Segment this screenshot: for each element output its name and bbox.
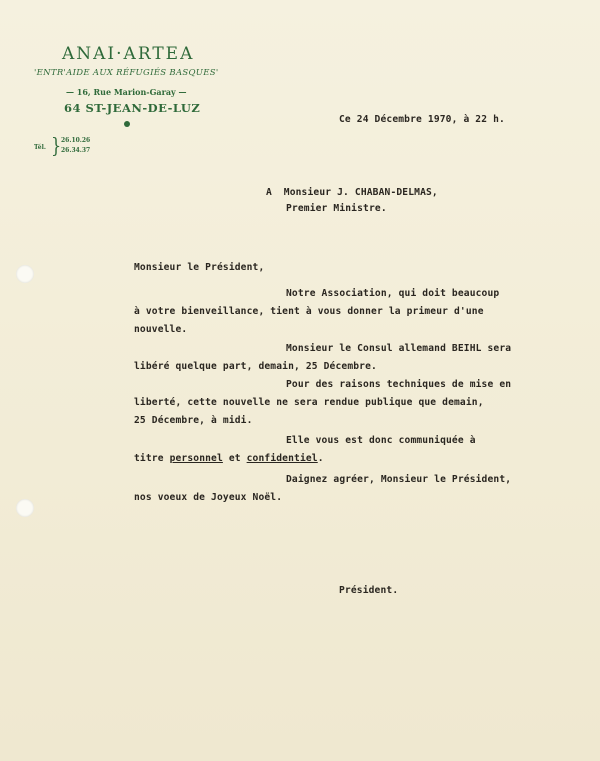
body-p3-line-2: liberté, cette nouvelle ne sera rendue publique que demain, [134,397,484,408]
letterhead-subtitle: 'ENTR'AIDE AUX RÉFUGIÉS BASQUES' [34,68,219,78]
letterhead-city: 64 ST-JEAN-DE-LUZ [64,101,201,115]
body-p4-mid: et [222,453,247,464]
body-p4-line-1: Elle vous est donc communiquée à [286,435,476,446]
body-p2-line-1: Monsieur le Consul allemand BEIHL sera [286,343,512,354]
letterhead-dot [124,121,130,127]
letterhead-tel-label: Tél. [34,144,46,151]
underlined-confidentiel: confidentiel [246,453,318,464]
body-p4-prefix: titre [134,453,170,464]
letterhead-tel-1: 26.10.26 [61,137,91,144]
body-p5-line-1: Daignez agréer, Monsieur le Président, [286,474,512,485]
salutation: Monsieur le Président, [134,262,265,273]
date-line: Ce 24 Décembre 1970, à 22 h. [339,114,505,125]
body-p5-line-2: nos voeux de Joyeux Noël. [134,492,283,503]
body-p4-line-2 [134,453,324,464]
body-p1-line-2: à votre bienveillance, tient à vous donner la primeur d'une [134,306,484,317]
body-p1-line-3: nouvelle. [134,324,188,335]
body-p1-line-1: Notre Association, qui doit beaucoup [286,288,500,299]
body-p3-line-1: Pour des raisons techniques de mise en [286,379,512,390]
punch-hole-top [16,265,34,283]
letterhead-brace: } [51,133,62,158]
recipient-line-2: Premier Ministre. [286,203,387,214]
letterhead-name: ANAI·ARTEA [62,44,195,64]
recipient-line-1: A Monsieur J. CHABAN-DELMAS, [266,187,438,198]
body-p4-post: . [317,453,324,464]
signature: Président. [339,585,399,596]
letterhead-tel-2: 26.34.37 [61,147,91,154]
body-p3-line-3: 25 Décembre, à midi. [134,415,253,426]
body-p2-line-2: libéré quelque part, demain, 25 Décembre. [134,361,377,372]
letterhead-address: — 16, Rue Marion-Garay — [66,87,187,97]
punch-hole-bottom [16,499,34,517]
underlined-personnel: personnel [169,453,223,464]
